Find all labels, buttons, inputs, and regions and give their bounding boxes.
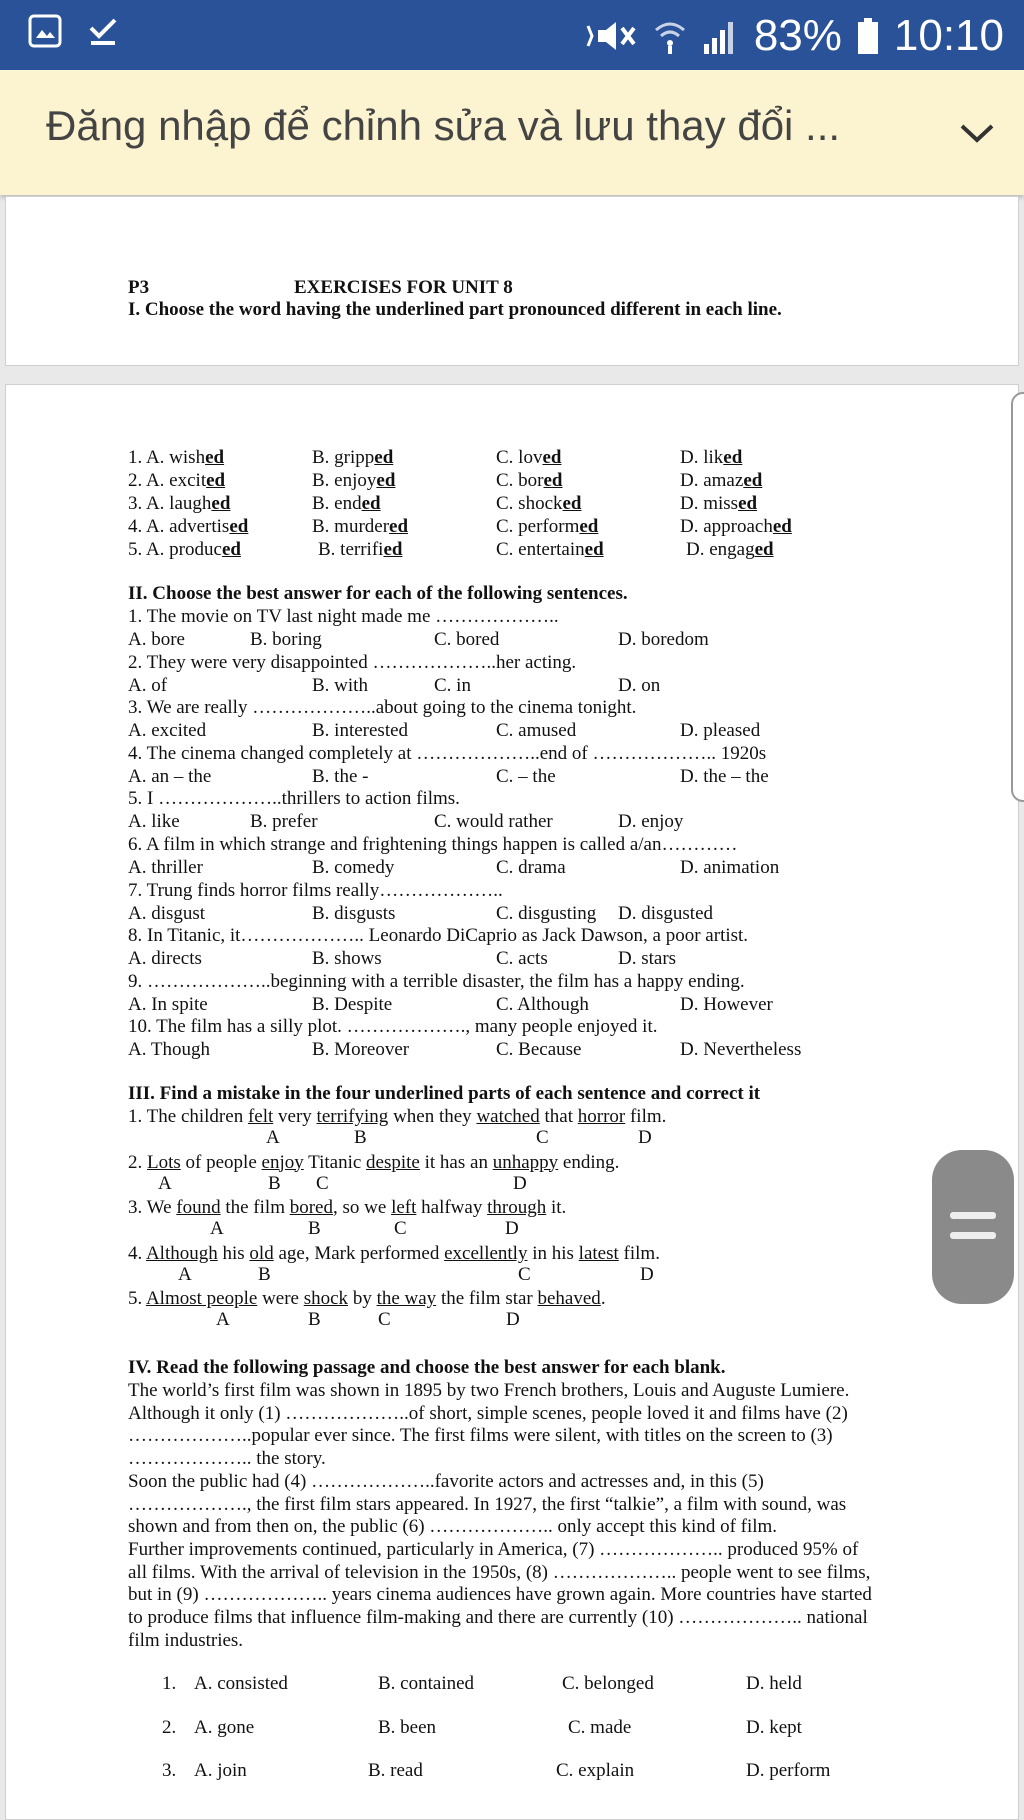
- answer-option: D. However: [680, 993, 773, 1015]
- sentence-text: film.: [625, 1106, 667, 1127]
- question-number: 1.: [162, 1673, 177, 1694]
- answer-option: D. boredom: [618, 629, 709, 650]
- status-bar: [0, 0, 1024, 70]
- answer-option: C. amused: [496, 720, 577, 742]
- part-label: A: [210, 1218, 224, 1240]
- underlined-part: terrifying: [316, 1106, 389, 1127]
- grip-line: [950, 1232, 996, 1239]
- question-4: 4. The cinema changed completely at ………………..end of ……………….. 1920s: [128, 742, 767, 764]
- passage-line: ………………..popular ever since. The first films were silent, with titles on the screen to (3): [128, 1425, 833, 1447]
- answer-option: C. explain: [556, 1760, 635, 1781]
- sentence-text: by: [348, 1288, 377, 1310]
- sentence-text: 1. The children: [128, 1106, 248, 1127]
- sentence-text: the film: [220, 1197, 290, 1219]
- sentence-text: ending.: [558, 1151, 620, 1173]
- ex1-option: [312, 447, 393, 469]
- answer-option: B. been: [378, 1716, 437, 1738]
- clock: 10:10: [893, 11, 1004, 60]
- answer-option: C. Although: [496, 993, 589, 1015]
- sentence-text: his: [217, 1242, 250, 1264]
- ex1-stem: C. lov: [496, 447, 543, 468]
- passage-line: Further improvements continued, particularly in America, (7) ……………….. produced 95% of: [128, 1538, 859, 1560]
- ex1-underlined-ending: ed: [754, 539, 774, 560]
- error-sentence-4: [128, 1243, 660, 1265]
- underlined-part: latest: [578, 1242, 619, 1264]
- section-4-heading: IV. Read the following passage and choose the best answer for each blank.: [128, 1357, 726, 1378]
- answer-option: D. pleased: [680, 720, 761, 742]
- sentence-text: 4.: [128, 1242, 146, 1264]
- ex1-underlined-ending: ed: [229, 516, 249, 537]
- underlined-part: excellently: [444, 1242, 528, 1264]
- part-label: B: [354, 1127, 367, 1148]
- ex1-option: [680, 470, 762, 492]
- mute-icon: [584, 16, 638, 56]
- underlined-part: horror: [577, 1106, 626, 1127]
- sentence-text: 3. We: [128, 1197, 177, 1219]
- underlined-part: enjoy: [261, 1151, 304, 1173]
- question-7: 7. Trung finds horror films really………………..: [128, 879, 503, 901]
- ex1-underlined-ending: ed: [206, 470, 226, 491]
- ex1-option: [686, 539, 774, 561]
- answer-option: B. Despite: [312, 993, 393, 1015]
- answer-option: B. comedy: [312, 857, 395, 878]
- document-page-1: [5, 196, 1019, 366]
- ex1-option: [312, 516, 408, 538]
- passage-line: Soon the public had (4) ………………..favorite actors and actresses and, in this (5): [128, 1470, 764, 1492]
- underlined-part: through: [487, 1197, 547, 1219]
- answer-option: C. – the: [496, 765, 556, 787]
- download-done-icon: [86, 14, 120, 48]
- passage-line: The world’s first film was shown in 1895 by two French brothers, Louis and Auguste Lumiere.: [128, 1380, 850, 1401]
- ex1-underlined-ending: ed: [772, 516, 792, 537]
- part-label: D: [505, 1218, 519, 1240]
- answer-option: A. Though: [128, 1039, 210, 1061]
- answer-option: B. interested: [312, 720, 409, 742]
- ex1-option: [312, 470, 395, 492]
- ex1-stem: B. terrifi: [318, 539, 384, 560]
- ex1-stem: 3. A. laugh: [128, 493, 212, 514]
- passage-line: ………………., the first film stars appeared. In 1927, the first “talkie”, a film with sound, was: [128, 1493, 847, 1515]
- ex1-option: [496, 516, 598, 538]
- underlined-part: behaved: [537, 1288, 601, 1310]
- answer-option: A. an – the: [128, 765, 212, 787]
- answer-option: D. disgusted: [618, 902, 713, 924]
- answer-option: A. directs: [128, 948, 202, 970]
- ex1-underlined-ending: ed: [374, 447, 394, 468]
- question-3: 3. We are really ………………..about going to the cinema tonight.: [128, 697, 637, 719]
- ex1-underlined-ending: ed: [383, 539, 403, 560]
- part-label: B: [308, 1309, 321, 1331]
- underlined-part: the way: [376, 1288, 437, 1310]
- answer-option: D. enjoy: [618, 811, 684, 833]
- question-6: 6. A film in which strange and frightening things happen is called a/an…………: [128, 834, 738, 855]
- sentence-text: when they: [388, 1106, 477, 1127]
- answer-option: B. with: [312, 674, 368, 696]
- underlined-part: old: [249, 1242, 274, 1264]
- ex1-underlined-ending: ed: [738, 493, 758, 514]
- answer-option: A. consisted: [194, 1673, 288, 1694]
- part-label: D: [513, 1172, 527, 1194]
- gallery-icon: [28, 14, 62, 48]
- sentence-text: that: [539, 1106, 578, 1127]
- answer-option: A. gone: [194, 1716, 255, 1738]
- ex1-underlined-ending: ed: [723, 447, 743, 468]
- part-label: A: [216, 1309, 230, 1331]
- answer-option: D. animation: [680, 857, 780, 878]
- answer-option: A. In spite: [128, 993, 208, 1015]
- question-1: 1. The movie on TV last night made me ………………..: [128, 606, 559, 627]
- question-8: 8. In Titanic, it……………….. Leonardo DiCaprio as Jack Dawson, a poor artist.: [128, 925, 749, 947]
- part-label: D: [638, 1127, 652, 1148]
- grip-line: [950, 1212, 996, 1219]
- answer-option: B. read: [368, 1760, 423, 1781]
- answer-option: D. the – the: [680, 765, 769, 787]
- ex1-underlined-ending: ed: [579, 516, 599, 537]
- answer-option: A. excited: [128, 720, 207, 742]
- answer-option: D. Nevertheless: [680, 1039, 802, 1061]
- page-label: P3: [128, 277, 150, 298]
- answer-option: D. on: [618, 674, 661, 696]
- ex1-option: [680, 493, 757, 515]
- underlined-part: Almost people: [145, 1288, 258, 1310]
- underlined-part: bored: [289, 1197, 333, 1219]
- answer-option: C. in: [434, 674, 471, 696]
- ex1-stem: B. end: [312, 493, 362, 514]
- answer-option: C. made: [568, 1716, 632, 1738]
- ex1-option: [680, 447, 742, 469]
- section-1-heading: I. Choose the word having the underlined part pronounced different in each line.: [128, 299, 782, 320]
- question-number: 3.: [162, 1760, 177, 1781]
- sentence-text: 2.: [128, 1151, 147, 1173]
- part-label: B: [258, 1263, 271, 1285]
- part-label: A: [178, 1263, 192, 1285]
- sentence-text: .: [600, 1288, 606, 1310]
- passage-line: ……………….. the story.: [128, 1448, 326, 1470]
- answer-option: B. boring: [250, 629, 322, 650]
- document-title: EXERCISES FOR UNIT 8: [294, 277, 513, 298]
- ex1-underlined-ending: ed: [361, 493, 381, 514]
- answer-option: A. disgust: [128, 902, 206, 924]
- ex1-stem: C. bor: [496, 470, 544, 491]
- ex1-stem: 5. A. produc: [128, 539, 222, 560]
- section-2-heading: II. Choose the best answer for each of the following sentences.: [128, 583, 628, 604]
- answer-option: D. perform: [746, 1760, 831, 1781]
- answer-option: A. like: [128, 811, 180, 833]
- underlined-part: felt: [247, 1106, 274, 1127]
- part-label: B: [308, 1218, 321, 1240]
- question-5: 5. I ………………..thrillers to action films.: [128, 788, 460, 810]
- section-3-heading: III. Find a mistake in the four underlined parts of each sentence and correct it: [128, 1083, 761, 1104]
- part-label: C: [394, 1218, 407, 1240]
- ex1-option: [496, 539, 604, 561]
- ex1-stem: 1. A. wish: [128, 447, 206, 468]
- ex1-underlined-ending: ed: [743, 470, 763, 491]
- login-banner[interactable]: [0, 70, 1024, 195]
- passage-line: all films. With the arrival of television in the 1950s, (8) ……………….. people went to see films,: [128, 1561, 871, 1583]
- underlined-part: found: [176, 1197, 221, 1219]
- answer-option: B. shows: [312, 948, 382, 970]
- error-sentence-1: [128, 1106, 666, 1128]
- answer-option: A. thriller: [128, 857, 203, 878]
- answer-option: D. stars: [618, 948, 677, 970]
- underlined-part: Lots: [147, 1151, 181, 1173]
- passage-line: but in (9) ……………….. years cinema audiences have grown again. More countries have started: [128, 1584, 872, 1606]
- answer-option: C. acts: [496, 948, 548, 970]
- sentence-text: 5.: [128, 1288, 146, 1310]
- ex1-stem: D. approach: [680, 516, 773, 537]
- sentence-text: it.: [546, 1197, 567, 1219]
- wifi-icon: [652, 16, 688, 56]
- answer-option: B. disgusts: [312, 902, 396, 924]
- ex1-option: [496, 447, 561, 469]
- answer-option: C. bored: [434, 629, 500, 650]
- ex1-option: [128, 470, 225, 492]
- ex1-option: [496, 470, 563, 492]
- ex1-underlined-ending: ed: [389, 516, 409, 537]
- part-label: C: [518, 1263, 531, 1285]
- error-sentence-2: [128, 1152, 619, 1174]
- sentence-text: Titanic: [303, 1151, 367, 1173]
- answer-option: C. drama: [496, 857, 566, 878]
- underlined-part: Although: [145, 1242, 218, 1264]
- passage-line: shown and from then on, the public (6) ……………….. only accept this kind of film.: [128, 1516, 778, 1538]
- part-label: A: [266, 1127, 280, 1148]
- ex1-stem: 2. A. excit: [128, 470, 207, 491]
- passage-line: film industries.: [128, 1629, 244, 1651]
- document-page-2: [5, 384, 1019, 1820]
- answer-option: B. contained: [378, 1673, 475, 1694]
- sentence-text: halfway: [416, 1197, 488, 1219]
- scroll-handle[interactable]: [932, 1150, 1014, 1304]
- answer-option: C. belonged: [562, 1673, 654, 1694]
- answer-option: D. kept: [746, 1716, 802, 1738]
- answer-option: B. the -: [312, 765, 369, 787]
- sentence-text: , so we: [333, 1197, 392, 1219]
- ex1-stem: C. perform: [496, 516, 580, 537]
- question-number: 2.: [162, 1716, 177, 1738]
- underlined-part: watched: [476, 1106, 540, 1127]
- ex1-underlined-ending: ed: [211, 493, 231, 514]
- sentence-text: in his: [527, 1242, 579, 1264]
- answer-option: B. prefer: [250, 811, 318, 833]
- part-label: D: [506, 1309, 520, 1331]
- part-label: C: [316, 1172, 329, 1194]
- part-label: C: [378, 1309, 391, 1331]
- question-10: 10. The film has a silly plot. ………………., many people enjoyed it.: [128, 1016, 658, 1038]
- answer-option: D. held: [746, 1673, 802, 1694]
- ex1-option: [128, 539, 241, 561]
- underlined-part: unhappy: [492, 1151, 559, 1173]
- sentence-text: of people: [180, 1151, 262, 1173]
- sentence-text: film.: [618, 1242, 660, 1264]
- answer-option: C. Because: [496, 1039, 582, 1061]
- question-2: 2. They were very disappointed ………………..her acting.: [128, 651, 577, 673]
- ex1-option: [128, 447, 224, 469]
- ex1-underlined-ending: ed: [205, 447, 225, 468]
- underlined-part: left: [391, 1197, 417, 1219]
- chevron-down-icon[interactable]: [956, 114, 998, 150]
- signal-icon: [702, 16, 740, 56]
- sentence-text: it has an: [419, 1151, 493, 1173]
- part-label: B: [268, 1172, 281, 1194]
- error-sentence-5: [128, 1288, 606, 1310]
- ex1-stem: B. murder: [312, 516, 390, 537]
- answer-option: B. Moreover: [312, 1039, 410, 1061]
- sentence-text: were: [257, 1288, 304, 1310]
- ex1-stem: B. gripp: [312, 447, 375, 468]
- ex1-option: [496, 493, 582, 515]
- answer-option: A. join: [194, 1760, 247, 1781]
- answer-option: A. of: [128, 674, 168, 696]
- answer-option: C. would rather: [434, 811, 553, 833]
- sentence-text: the film star: [436, 1288, 538, 1310]
- sentence-text: age, Mark performed: [273, 1242, 445, 1264]
- battery-icon: [856, 16, 880, 56]
- battery-percent: 83%: [753, 11, 842, 60]
- ex1-stem: C. shock: [496, 493, 563, 514]
- sentence-text: very: [273, 1106, 317, 1127]
- part-label: A: [158, 1172, 172, 1194]
- ex1-underlined-ending: ed: [543, 470, 563, 491]
- next-page-edge: [1011, 392, 1024, 802]
- error-sentence-3: [128, 1197, 566, 1219]
- underlined-part: shock: [303, 1288, 349, 1310]
- question-9: 9. ………………..beginning with a terrible disaster, the film has a happy ending.: [128, 970, 745, 992]
- ex1-option: [680, 516, 792, 538]
- underlined-part: despite: [366, 1151, 420, 1173]
- ex1-stem: D. lik: [680, 447, 724, 468]
- ex1-underlined-ending: ed: [562, 493, 582, 514]
- part-label: D: [640, 1263, 654, 1285]
- ex1-stem: D. engag: [686, 539, 755, 560]
- ex1-option: [318, 539, 402, 561]
- answer-option: A. bore: [128, 629, 185, 650]
- ex1-stem: 4. A. advertis: [128, 516, 230, 537]
- ex1-option: [128, 516, 248, 538]
- ex1-stem: D. miss: [680, 493, 739, 514]
- login-banner-text: Đăng nhập để chỉnh sửa và lưu thay đổi ...: [46, 102, 841, 149]
- ex1-stem: D. amaz: [680, 470, 744, 491]
- ex1-underlined-ending: ed: [584, 539, 604, 560]
- ex1-option: [312, 493, 381, 515]
- part-label: C: [536, 1127, 549, 1148]
- ex1-underlined-ending: ed: [221, 539, 241, 560]
- ex1-option: [128, 493, 230, 515]
- ex1-underlined-ending: ed: [542, 447, 562, 468]
- answer-option: C. disgusting: [496, 902, 597, 924]
- ex1-underlined-ending: ed: [376, 470, 396, 491]
- passage-line: Although it only (1) ………………..of short, simple scenes, people loved it and films have (2): [128, 1402, 848, 1424]
- passage-line: to produce films that influence film-making and there are currently (10) ……………….. national: [128, 1607, 868, 1628]
- ex1-stem: C. entertain: [496, 539, 585, 560]
- ex1-stem: B. enjoy: [312, 470, 377, 491]
